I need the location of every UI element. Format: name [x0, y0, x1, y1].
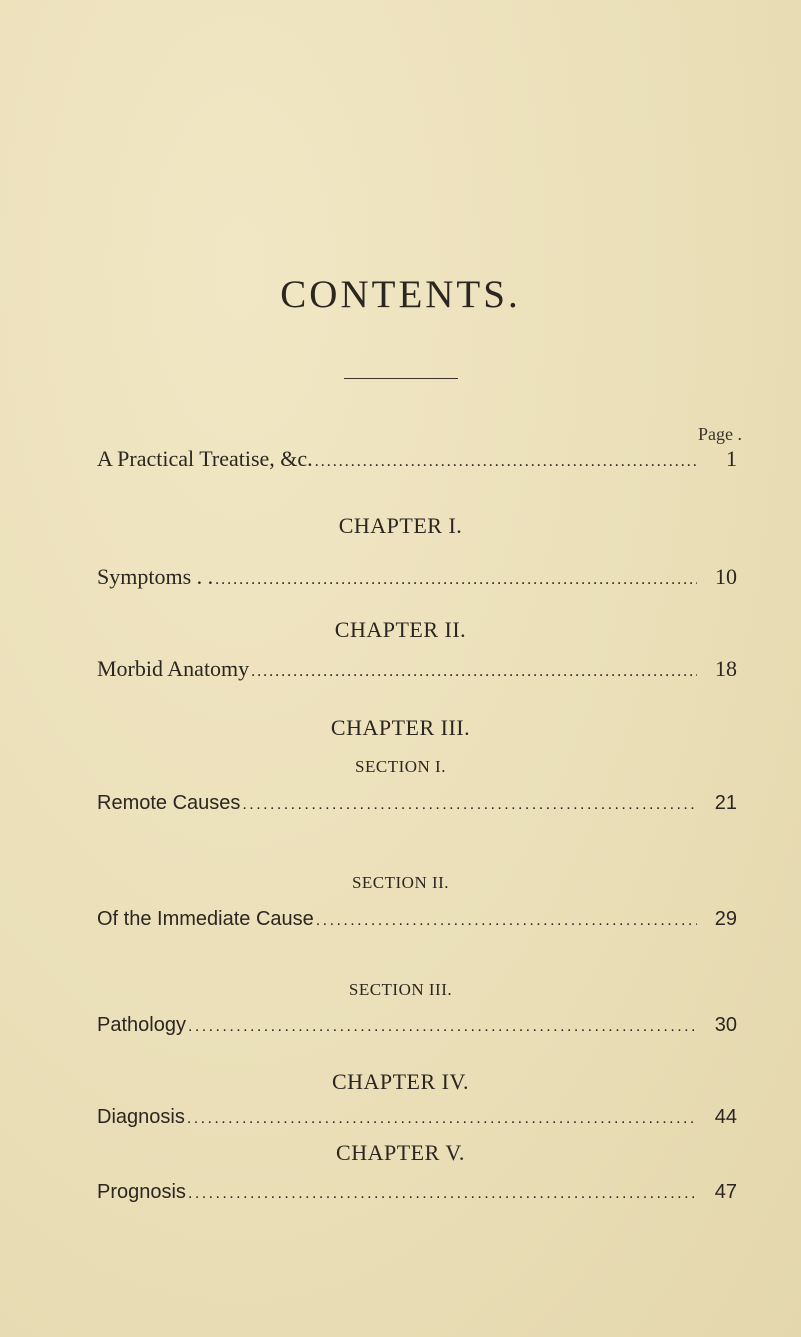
toc-entry-remote-causes[interactable] [97, 792, 737, 822]
page-column-heading: Page . [698, 424, 742, 444]
dot-leader [251, 663, 697, 681]
dot-leader [187, 1110, 697, 1128]
toc-entry-label: Diagnosis [97, 1106, 185, 1128]
section-heading-3: SECTION III. [348, 980, 453, 999]
toc-entry-label: Symptoms . . [97, 564, 214, 589]
toc-entry-page: 1 [726, 446, 737, 471]
toc-entry-intro[interactable] [97, 446, 737, 476]
dot-leader [188, 1018, 697, 1036]
title-rule [344, 378, 458, 379]
toc-entry-page: 44 [714, 1106, 737, 1128]
dot-leader [188, 1185, 697, 1203]
toc-entry-symptoms[interactable] [97, 564, 737, 594]
toc-entry-diagnosis[interactable] [97, 1106, 737, 1136]
toc-entry-immediate-cause[interactable] [97, 908, 737, 938]
chapter-heading-4: CHAPTER IV. [331, 1069, 470, 1094]
toc-entry-label: A Practical Treatise, &c. [97, 446, 313, 471]
toc-entry-label: Of the Immediate Cause [97, 908, 314, 930]
toc-entry-label: Prognosis [97, 1181, 186, 1203]
section-heading-1: SECTION I. [355, 757, 446, 776]
toc-entry-page: 47 [714, 1181, 737, 1203]
page-title: CONTENTS. [280, 273, 521, 316]
chapter-heading-5: CHAPTER V. [336, 1140, 465, 1165]
chapter-heading-1: CHAPTER I. [338, 513, 463, 538]
toc-entry-page: 30 [714, 1014, 737, 1036]
toc-entry-page: 21 [714, 792, 737, 814]
toc-entry-pathology[interactable] [97, 1014, 737, 1044]
toc-entry-label: Remote Causes [97, 792, 241, 814]
dot-leader [316, 912, 697, 930]
toc-entry-page: 18 [715, 656, 737, 681]
dot-leader [242, 796, 697, 814]
chapter-heading-2: CHAPTER II. [334, 617, 467, 642]
toc-entry-page: 29 [714, 908, 737, 930]
dot-leader [215, 571, 697, 589]
toc-entry-label: Morbid Anatomy [97, 656, 250, 681]
toc-entry-page: 10 [715, 564, 737, 589]
toc-entry-prognosis[interactable] [97, 1181, 737, 1211]
section-heading-2: SECTION II. [351, 873, 450, 892]
toc-entry-morbid-anatomy[interactable] [97, 656, 737, 686]
chapter-heading-3: CHAPTER III. [330, 715, 471, 740]
toc-entry-label: Pathology [97, 1014, 186, 1036]
dot-leader [315, 453, 697, 471]
